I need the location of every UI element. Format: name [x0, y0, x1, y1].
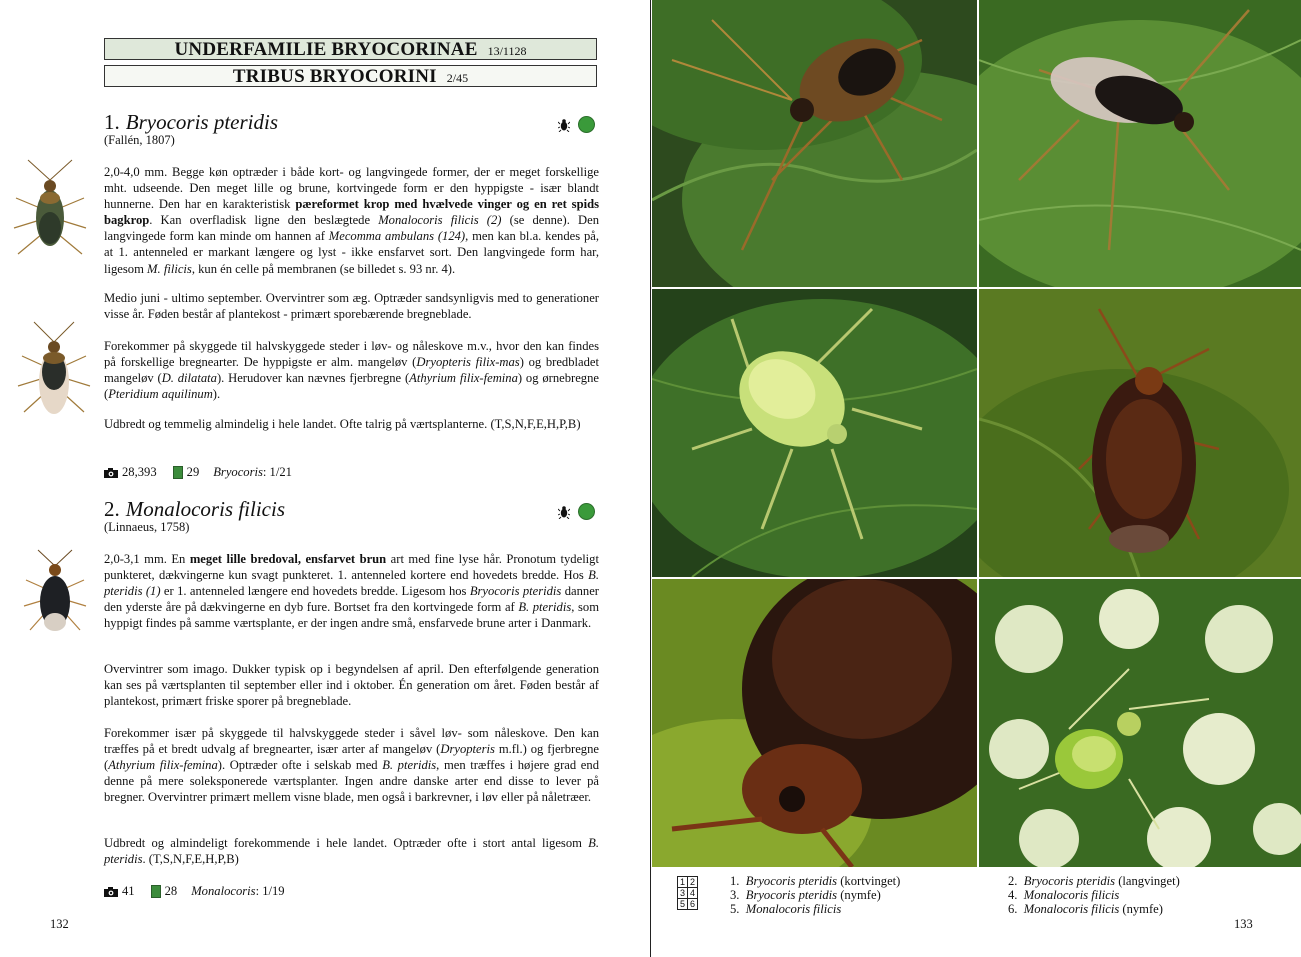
tribe-title: TRIBUS BRYOCORINI	[232, 66, 437, 87]
grid-cell: 4	[688, 888, 698, 899]
photo-5	[652, 579, 977, 867]
caption-2: 2. Bryocoris pteridis (langvinget)	[1008, 874, 1180, 888]
species-1-author: (Fallén, 1807)	[104, 133, 175, 147]
photo-4	[979, 289, 1301, 577]
species-2-records: 28	[164, 884, 178, 898]
grid-cell: 1	[678, 877, 688, 888]
page-number-left: 132	[50, 917, 69, 931]
species-2-phenology: Overvintrer som imago. Dukker typisk op i begyndelsen af april. Den efterfølgende generation kan ses på værtsplanten til september eller ind i oktober. Én generation om året. Føden består af plantekost, primært friske sporer på bregneblade.	[104, 662, 599, 709]
tribe-count: 2/45	[446, 71, 469, 85]
species-2-genus-count: : 1/19	[255, 884, 285, 898]
grid-cell: 5	[678, 899, 688, 910]
specimen-thumbnail-1	[10, 158, 90, 268]
captions-right-column	[1008, 874, 1180, 916]
photo-1	[652, 0, 977, 287]
subfamily-count: 13/1128	[487, 44, 527, 58]
specimen-thumbnail-2	[14, 320, 94, 430]
photo-3	[652, 289, 977, 577]
camera-icon	[104, 887, 118, 897]
caption-3: 3. Bryocoris pteridis (nymfe)	[730, 888, 881, 902]
species-2-markers	[558, 503, 595, 520]
grid-cell: 2	[688, 877, 698, 888]
species-2-stats	[104, 884, 285, 899]
grid-cell: 6	[688, 899, 698, 910]
bug-icon	[558, 118, 570, 132]
camera-icon	[104, 468, 118, 478]
page-number-right: 133	[1234, 917, 1253, 931]
right-page	[651, 0, 1301, 957]
species-1-title	[104, 110, 278, 135]
species-1-genus: Bryocoris	[213, 465, 263, 479]
species-2-distribution: Udbredt og almindeligt forekommende i hele landet. Optræder ofte i stort antal ligesom B. pteridis. (T,S,N,F,E,H,P,B)	[104, 836, 599, 867]
subfamily-header	[104, 38, 597, 60]
species-2-description: 2,0-3,1 mm. En meget lille bredoval, ensfarvet brun art med fine lyse hår. Pronotum tydeligt punkteret, dækvingerne kun svagt punkteret. 1. antenneled kortere end hovedets bredde. Hos B. pteridis (1) er 1. antenneled længere end hovedets bredde. Ligesom hos Bryocoris pteridis danner den yderste åre på dækvingerne en dyb fure. Bortset fra den kortvingede form af B. pteridis, som hyppigt findes på samme værtsplante, er der ingen andre små, ensfarvede brune arter i Danmark.	[104, 552, 599, 631]
species-2-photos: 41	[122, 884, 135, 898]
status-dot-icon	[578, 116, 595, 133]
species-1-phenology: Medio juni - ultimo september. Overvintrer som æg. Optræder sandsynligvis med to generationer visse år. Føden består af plantekost - primært sporebærende bregneblade.	[104, 291, 599, 322]
species-1-habitat: Forekommer på skyggede til halvskyggede steder i løv- og nåleskove m.v., hvor den kan findes på forskellige bregnearter. De hyppigste er alm. mangeløv (Dryopteris filix-mas) og bredbladet mangeløv (D. dilatata). Herudover kan nævnes fjerbregne (Athyrium filix-femina) og ørnebregne (Pteridium aquilinum).	[104, 339, 599, 402]
species-1-distribution: Udbredt og temmelig almindelig i hele landet. Ofte talrig på værtsplanterne. (T,S,N,F,E,H,P,B)	[104, 417, 581, 431]
caption-5: 5. Monalocoris filicis	[730, 902, 842, 916]
species-1-records: 29	[186, 465, 200, 479]
species-1-description: 2,0-4,0 mm. Begge køn optræder i både kort- og langvingede former, der er meget forskellige mht. udseende. Den meget lille og brune, kortvingede form er den hyppigste - især blandt hunnerne. Den har en karakteristisk pæreformet krop med hvælvede vinger og en ret spids bagkrop. Kan overfladisk ligne den beslægtede Monalocoris filicis (2) (se denne). Den langvingede form kan minde om hannen af Mecomma ambulans (124), men kan bl.a. kendes på, at 1. antenneled er markant længere og lyst - ikke ensfarvet sort. Den langvingede form har, ligesom M. filicis, kun én celle på membranen (se billedet s. 93 nr. 4).	[104, 165, 599, 276]
species-2-number: 2.	[104, 497, 120, 521]
records-square-icon	[151, 885, 161, 898]
species-1-photos: 28,393	[122, 465, 157, 479]
grid-cell: 3	[678, 888, 688, 899]
tribe-header	[104, 65, 597, 87]
records-square-icon	[173, 466, 183, 479]
species-2-name: Monalocoris filicis	[125, 497, 285, 521]
bug-icon	[558, 505, 570, 519]
specimen-thumbnail-3	[20, 548, 90, 643]
caption-6: 6. Monalocoris filicis (nymfe)	[1008, 902, 1163, 916]
species-1-name: Bryocoris pteridis	[125, 110, 278, 134]
photo-position-grid	[677, 876, 698, 910]
species-2-habitat: Forekommer især på skyggede til halvskyggede steder i såvel løv- som nåleskove. Den kan træffes på et bredt udvalg af bregnearter, især arter af mangeløv (Dryopteris m.fl.) og fjerbregne (Athyrium filix-femina). Optræder ofte i selskab med B. pteridis, men træffes i højere grad end denne på mere soleksponerede værtsplanter. Ingen andre danske arter end disse to lever på bregner. Overvintrer primært mellem visne blade, men også i barkrevner, i løv eller på nåletræer.	[104, 726, 599, 805]
caption-4: 4. Monalocoris filicis	[1008, 888, 1120, 902]
photo-2	[979, 0, 1301, 287]
captions-left-column	[730, 874, 900, 916]
species-2-author: (Linnaeus, 1758)	[104, 520, 190, 534]
species-1-markers	[558, 116, 595, 133]
species-2-title	[104, 497, 285, 522]
species-1-number: 1.	[104, 110, 120, 134]
species-2-genus: Monalocoris	[191, 884, 256, 898]
species-1-genus-count: : 1/21	[262, 465, 292, 479]
photo-6	[979, 579, 1301, 867]
caption-1: 1. Bryocoris pteridis (kortvinget)	[730, 874, 901, 888]
status-dot-icon	[578, 503, 595, 520]
species-1-stats	[104, 465, 292, 480]
subfamily-title: UNDERFAMILIE BRYOCORINAE	[174, 39, 478, 60]
left-page	[0, 0, 650, 957]
